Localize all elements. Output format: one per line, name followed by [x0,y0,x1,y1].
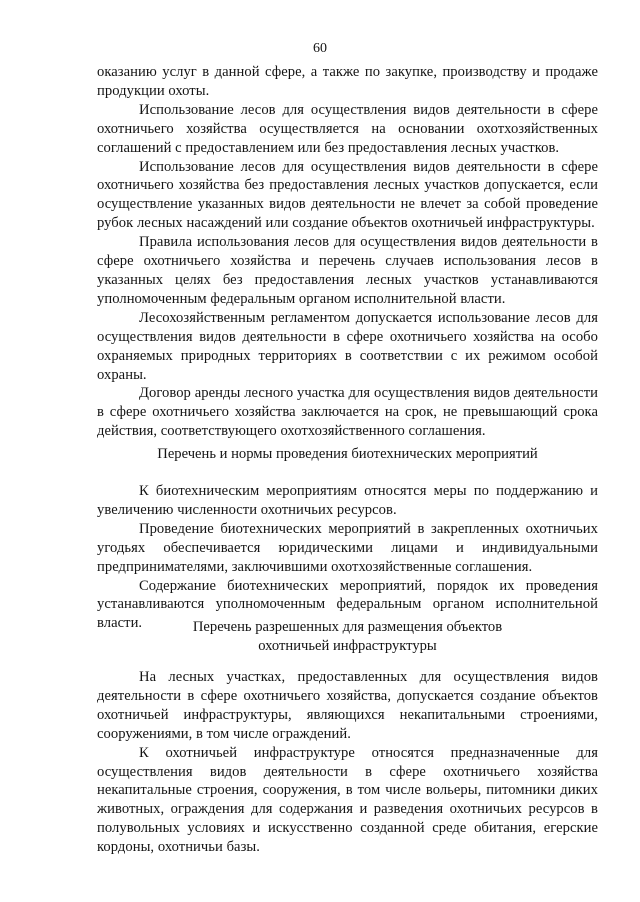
section-forest-use [97,63,598,441]
section-biotech-measures [97,482,598,633]
section-heading-biotech [97,445,598,464]
paragraph: Проведение биотехнических мероприятий в закрепленных охотничьих угодьях обеспечивается юридическими лицами и индивидуальными предпринимателями, заключившими охотхозяйственные соглашения. [97,520,598,575]
heading-text: Перечень и нормы проведения биотехнических мероприятий [157,446,538,462]
heading-line-2: охотничьей инфраструктуры [258,638,437,654]
paragraph-continuation: оказанию услуг в данной сфере, а также по закупке, производству и продаже продукции охоты. [97,64,598,99]
paragraph: Лесохозяйственным регламентом допускается использование лесов для осуществления видов деятельности в сфере охотничьего хозяйства на особо охраняемых природных территориях в соответствии с их режимом особой охраны. [97,309,598,383]
paragraph: На лесных участках, предоставленных для осуществления видов деятельности в сфере охотничьего хозяйства, допускается создание объектов охотничьей инфраструктуры, являющихся некапитальными строениями, сооружениями, в том числе ограждений. [97,669,598,742]
section-heading-infrastructure [97,618,598,656]
paragraph: Использование лесов для осуществления видов деятельности в сфере охотничьего хозяйства без предоставления лесных участков допускается, если осуществление указанных видов деятельности не влечет за собой проведение рубок лесных насаждений или создание объектов охотничьей инфраструктуры. [97,158,598,232]
paragraph: Содержание биотехнических мероприятий, порядок их проведения устанавливаются уполномоченным федеральным органом исполнительной власти. [97,577,598,632]
paragraph: К биотехническим мероприятиям относятся меры по поддержанию и увеличению численности охотничьих ресурсов. [97,483,598,518]
heading-line-1: Перечень разрешенных для размещения объектов [192,619,503,635]
paragraph: Договор аренды лесного участка для осуществления видов деятельности в сфере охотничьего хозяйства заключается на срок, не превышающий срока действия, соответствующего охотхозяйственного соглашения. [97,385,598,440]
paragraph: Правила использования лесов для осуществления видов деятельности в сфере охотничьего хозяйства и перечень случаев использования лесов в указанных целях без предоставления лесных участков устанавливаются уполномоченным федеральным органом исполнительной власти. [97,234,598,307]
section-infrastructure [97,668,598,857]
paragraph: К охотничьей инфраструктуре относятся предназначенные для осуществления видов деятельности в сфере охотничьего хозяйства некапитальные строения, сооружения, в том числе вольеры, питомники диких животных, ограждения для содержания и разведения охотничьих ресурсов в полувольных условиях и искусственно созданной среде обитания, егерские кордоны, охотничьи базы. [97,744,598,856]
paragraph: Использование лесов для осуществления видов деятельности в сфере охотничьего хозяйства осуществляется на основании охотхозяйственных соглашений с предоставлением или без предоставления лесных участков. [97,101,598,156]
page-number: 60 [313,41,327,56]
